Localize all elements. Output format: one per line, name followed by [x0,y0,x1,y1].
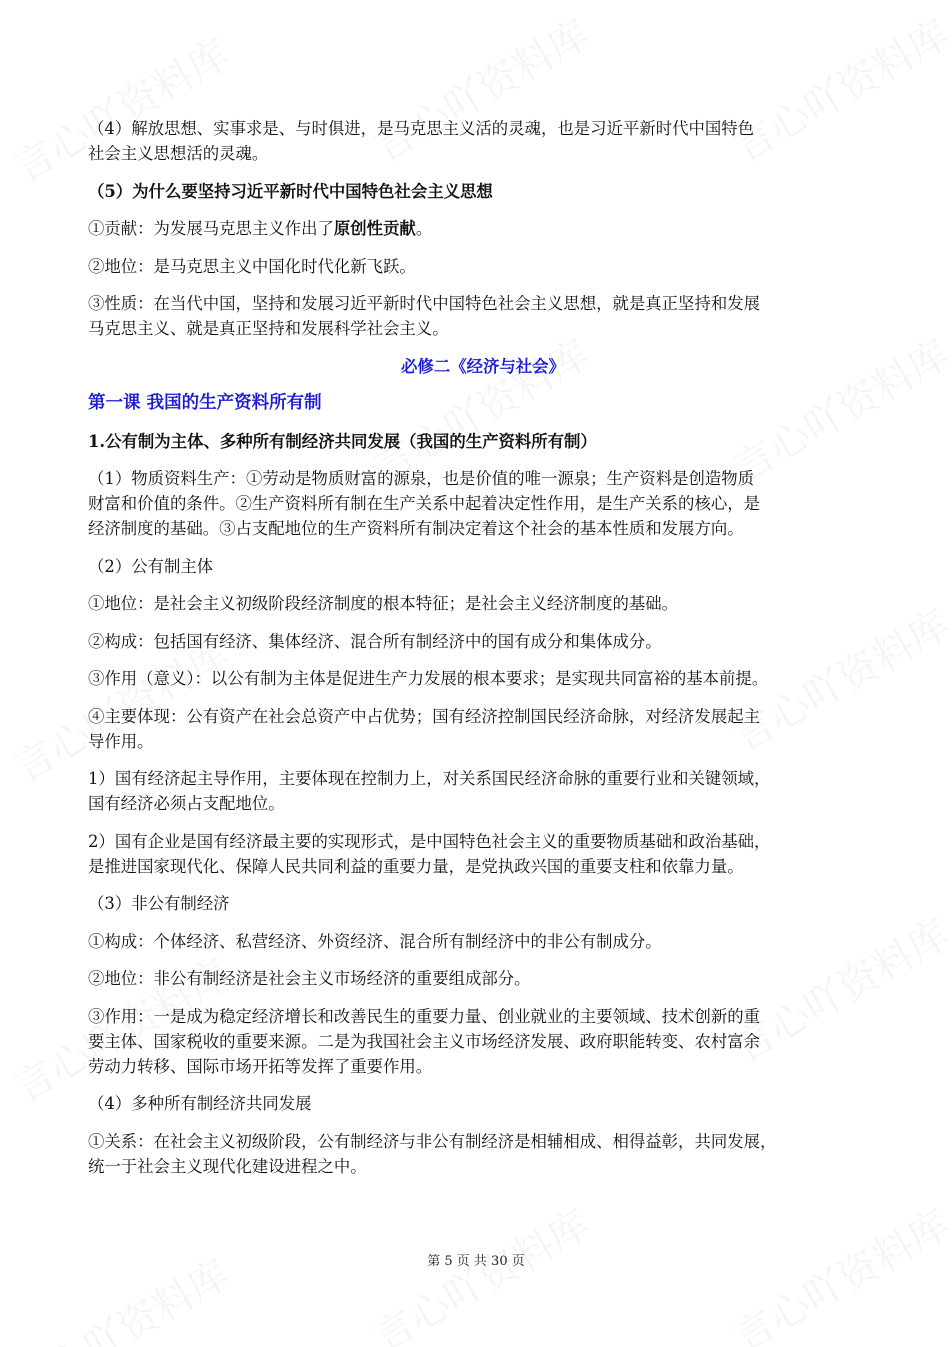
text-line: 导作用。 [88,731,154,751]
paragraph [88,766,878,816]
text-line: 要主体、国家税收的重要来源。二是为我国社会主义市场经济发展、政府职能转变、农村富余 [88,1031,761,1051]
text-line: ①关系：在社会主义初级阶段，公有制经济与非公有制经济是相辅相成、相得益彰，共同发展， [88,1131,777,1151]
paragraph [88,466,878,541]
paragraph [88,216,878,241]
text-line: ④主要体现：公有资产在社会总资产中占优势；国有经济控制国民经济命脉，对经济发展起主 [88,706,761,726]
bold-text: 原创性贡献 [333,219,416,238]
paragraph [88,891,878,916]
text-line: 统一于社会主义现代化建设进程之中。 [88,1156,367,1176]
text-line: ②构成：包括国有经济、集体经济、混合所有制经济中的国有成分和集体成分。 [88,631,662,651]
paragraph [88,966,878,991]
text-line: 是推进国家现代化、保障人民共同利益的重要力量，是党执政兴国的重要支柱和依靠力量。 [88,856,744,876]
text-line: 1.公有制为主体、多种所有制经济共同发展（我国的生产资料所有制） [88,431,597,451]
paragraph [88,1004,878,1079]
text-line: ③作用：一是成为稳定经济增长和改善民生的重要力量、创业就业的主要领域、技术创新的重 [88,1006,761,1026]
text-line: 财富和价值的条件。②生产资料所有制在生产关系中起着决定性作用，是生产关系的核心，是 [88,494,761,513]
lesson-title [88,391,878,416]
text-line: 第一课 我国的生产资料所有制 [88,393,322,413]
document-body [88,116,878,1191]
text-line: ②地位：是马克思主义中国化时代化新飞跃。 [88,256,416,276]
text-line: （1）物质资料生产：①劳动是物质财富的源泉，也是价值的唯一源泉；生产资料是创造物质 [88,469,755,488]
text-line: ①地位：是社会主义初级阶段经济制度的根本特征；是社会主义经济制度的基础。 [88,594,679,613]
paragraph [88,591,878,616]
section-heading [88,179,878,204]
paragraph [88,829,878,879]
text-line: 马克思主义、就是真正坚持和发展科学社会主义。 [88,319,449,338]
module-title [88,354,878,379]
text-line: 必修二《经济与社会》 [401,356,565,376]
paragraph [88,1091,878,1116]
text-line: 2）国有企业是国有经济最主要的实现形式，是中国特色社会主义的重要物质基础和政治基础， [88,831,771,851]
watermark [362,1194,598,1347]
paragraph [88,116,878,166]
paragraph [88,254,878,279]
text-line: 1）国有经济起主导作用，主要体现在控制力上，对关系国民经济命脉的重要行业和关键领域， [88,769,771,788]
text-segment: ①贡献：为发展马克思主义作出了 [88,219,334,238]
text-line: （3）非公有制经济 [88,894,230,913]
paragraph [88,629,878,654]
paragraph [88,929,878,954]
text-line: 国有经济必须占支配地位。 [88,794,285,813]
paragraph [88,1129,878,1179]
text-line: 劳动力转移、国际市场开拓等发挥了重要作用。 [88,1056,433,1076]
section-heading [88,429,878,454]
paragraph [88,554,878,579]
paragraph [88,666,878,691]
page-number: 第 5 页 共 30 页 [427,1254,525,1269]
text-line: ②地位：非公有制经济是社会主义市场经济的重要组成部分。 [88,969,531,988]
text-segment: 。 [415,219,433,238]
watermark [722,1194,952,1347]
text-line: （2）公有制主体 [88,556,214,576]
text-line: （4）多种所有制经济共同发展 [88,1094,312,1113]
text-line: 社会主义思想活的灵魂。 [88,144,269,163]
text-line: ③作用（意义）：以公有制为主体是促进生产力发展的根本要求；是实现共同富裕的基本前提。 [88,669,769,688]
text-line: （4）解放思想、实事求是、与时俱进，是马克思主义活的灵魂，也是习近平新时代中国特色 [88,119,755,138]
paragraph [88,291,878,341]
text-line: （5）为什么要坚持习近平新时代中国特色社会主义思想 [88,181,493,201]
text-line: ①构成：个体经济、私营经济、外资经济、混合所有制经济中的非公有制成分。 [88,931,662,951]
paragraph [88,704,878,754]
text-line: 经济制度的基础。③占支配地位的生产资料所有制决定着这个社会的基本性质和发展方向。 [88,519,744,538]
text-line: ③性质：在当代中国，坚持和发展习近平新时代中国特色社会主义思想，就是真正坚持和发展 [88,294,761,313]
